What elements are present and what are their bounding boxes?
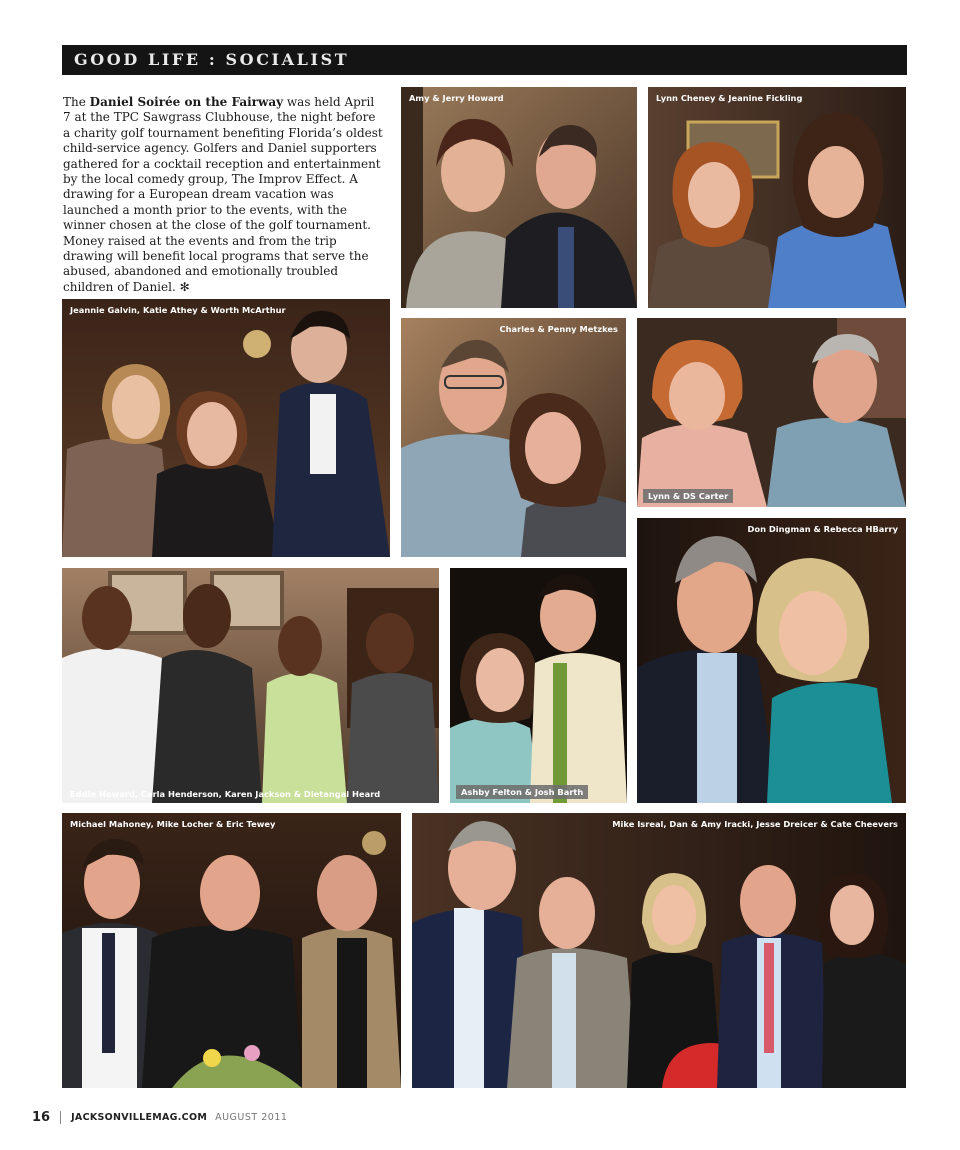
caption-metzkes: Charles & Penny Metzkes (499, 324, 618, 334)
caption-cheney: Lynn Cheney & Jeanine Fickling (656, 93, 803, 103)
section-header (62, 45, 907, 75)
caption-dingman: Don Dingman & Rebecca HBarry (747, 524, 898, 534)
caption-cheevers: Mike Isreal, Dan & Amy Iracki, Jesse Dreicer & Cate Cheevers (612, 819, 898, 829)
footer-date: AUGUST 2011 (215, 1112, 288, 1123)
photo-dingman (637, 518, 906, 803)
caption-tewey: Michael Mahoney, Mike Locher & Eric Tewey (70, 819, 276, 829)
photo-carter (637, 318, 906, 507)
footer-site: JACKSONVILLEMAG.COM (71, 1112, 208, 1123)
caption-galvin: Jeannie Galvin, Katie Athey & Worth McArthur (70, 305, 286, 315)
photo-felton (450, 568, 627, 803)
section-title: GOOD LIFE : SOCIALIST (74, 50, 350, 69)
footer-divider (60, 1111, 61, 1124)
caption-carter: Lynn & DS Carter (643, 489, 733, 503)
page-number: 16 (32, 1110, 51, 1125)
photo-heard (62, 568, 439, 803)
photo-cheney (648, 87, 906, 308)
caption-howard: Amy & Jerry Howard (409, 93, 504, 103)
intro-lead: The (63, 95, 90, 109)
caption-felton: Ashby Felton & Josh Barth (456, 785, 588, 799)
intro-paragraph (63, 95, 383, 295)
event-name: Daniel Soirée on the Fairway (89, 95, 284, 109)
caption-heard: Eddie Howard, Carla Henderson, Karen Jackson & Dietangal Heard (70, 789, 381, 799)
intro-body: was held April 7 at the TPC Sawgrass Clubhouse, the night before a charity golf tournament benefiting Florida’s oldest child-service agency. Golfers and Daniel supporters gathered for a cocktail reception and entertainment by the local comedy group, The Improv Effect. A drawing for a European dream vacation was launched a month prior to the events, with the winner chosen at the close of the golf tournament. Money raised at the events and from the trip drawing will benefit local programs that serve the abused, abandoned and emotionally troubled children of Daniel. ✻ (63, 95, 383, 294)
photo-tewey (62, 813, 401, 1088)
photo-metzkes (401, 318, 626, 557)
page-footer (32, 1110, 287, 1125)
photo-howard (401, 87, 637, 308)
photo-cheevers (412, 813, 906, 1088)
photo-galvin (62, 299, 390, 557)
